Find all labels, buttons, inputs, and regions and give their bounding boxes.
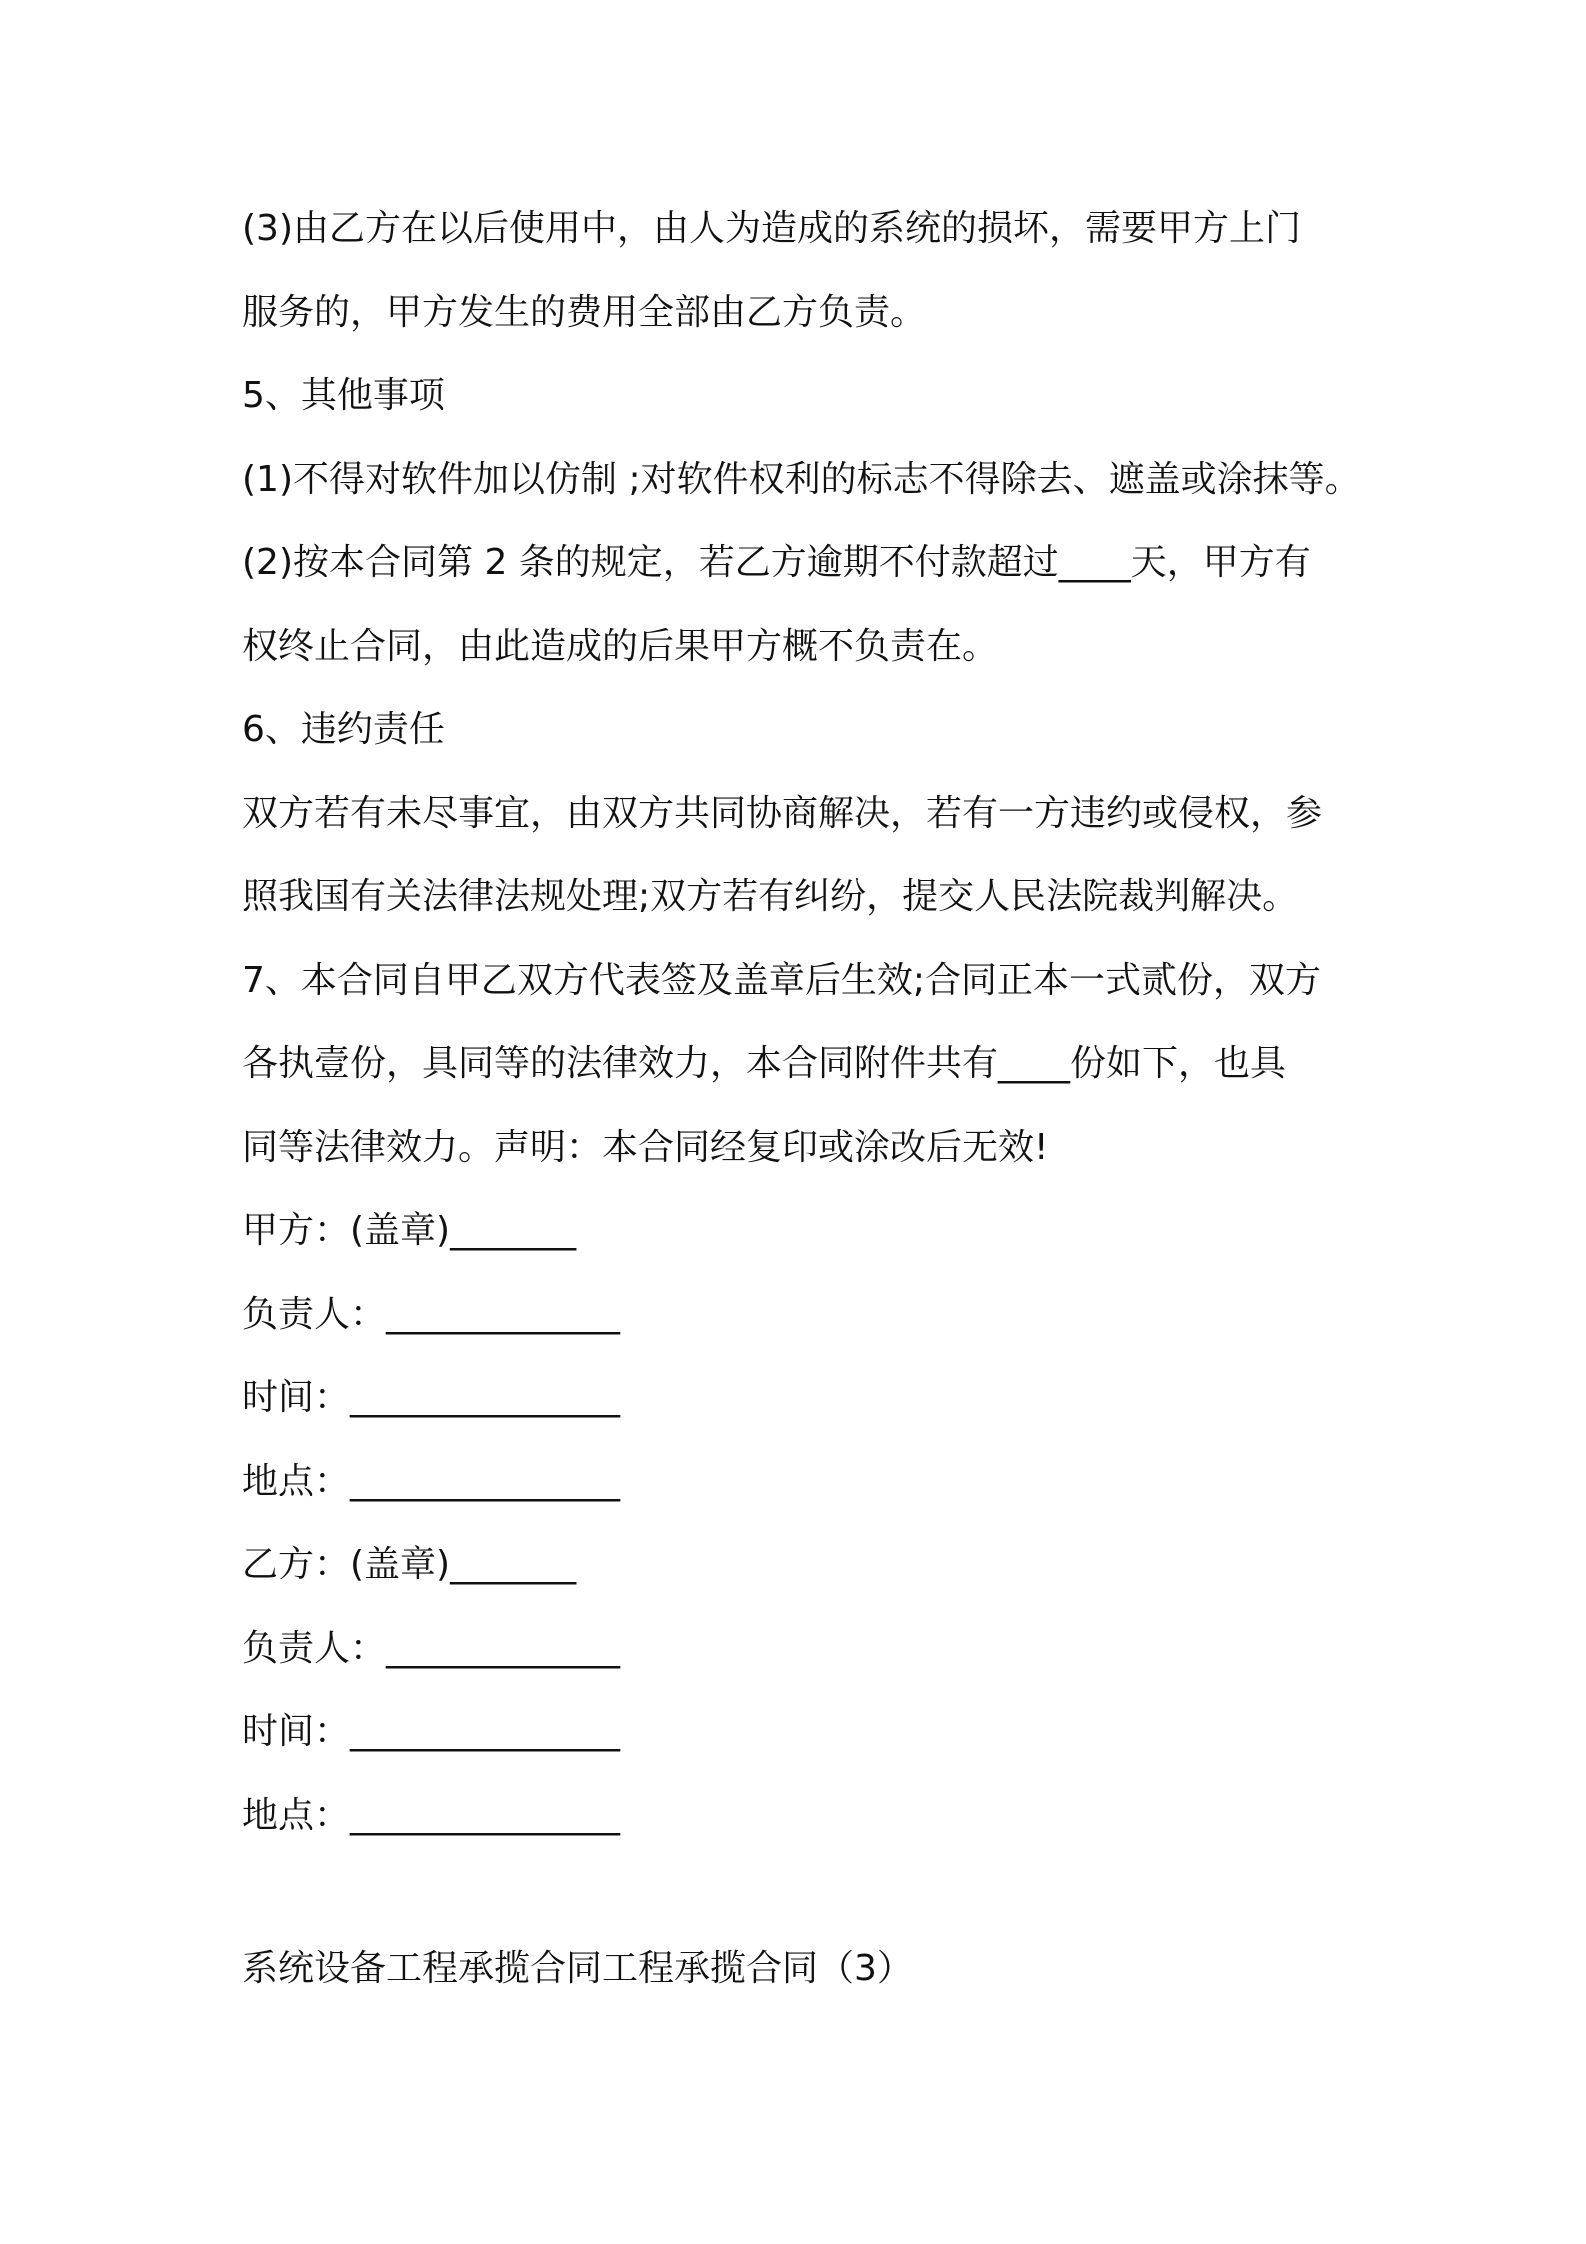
section-6-heading: 6、违约责任 [242,709,445,750]
section-5-heading: 5、其他事项 [242,375,445,416]
party-b-date-line: 时间：_______________ [242,1711,621,1752]
section-7-line-2: 各执壹份，具同等的法律效力，本合同附件共有____份如下，也具 [242,1043,1287,1084]
next-document-title: 系统设备工程承揽合同工程承揽合同（3） [242,1948,913,1989]
party-b-place-line: 地点：_______________ [242,1795,621,1836]
clause-5-1-line: (1)不得对软件加以仿制 ;对软件权利的标志不得除去、遮盖或涂抹等。 [242,459,1361,500]
section-7-line-1: 7、本合同自甲乙双方代表签及盖章后生效;合同正本一式贰份，双方 [242,960,1322,1001]
party-a-seal-line: 甲方：(盖章)_______ [242,1210,577,1251]
clause-5-2-line-2: 权终止合同，由此造成的后果甲方概不负责在。 [242,626,999,667]
party-b-representative-line: 负责人：_____________ [242,1628,621,1669]
party-a-representative-line: 负责人：_____________ [242,1294,621,1335]
clause-4-3-line-2: 服务的，甲方发生的费用全部由乙方负责。 [242,292,927,333]
section-6-line-1: 双方若有未尽事宜，由双方共同协商解决，若有一方违约或侵权，参 [242,793,1323,834]
section-6-line-2: 照我国有关法律法规处理;双方若有纠纷，提交人民法院裁判解决。 [242,876,1299,917]
party-a-date-line: 时间：_______________ [242,1377,621,1418]
section-7-line-3: 同等法律效力。声明：本合同经复印或涂改后无效! [242,1127,1049,1168]
party-b-seal-line: 乙方：(盖章)_______ [242,1544,577,1585]
clause-5-2-line-1: (2)按本合同第 2 条的规定，若乙方逾期不付款超过____天，甲方有 [242,542,1311,583]
clause-4-3-line-1: (3)由乙方在以后使用中，由人为造成的系统的损坏，需要甲方上门 [242,208,1301,249]
party-a-place-line: 地点：_______________ [242,1461,621,1502]
